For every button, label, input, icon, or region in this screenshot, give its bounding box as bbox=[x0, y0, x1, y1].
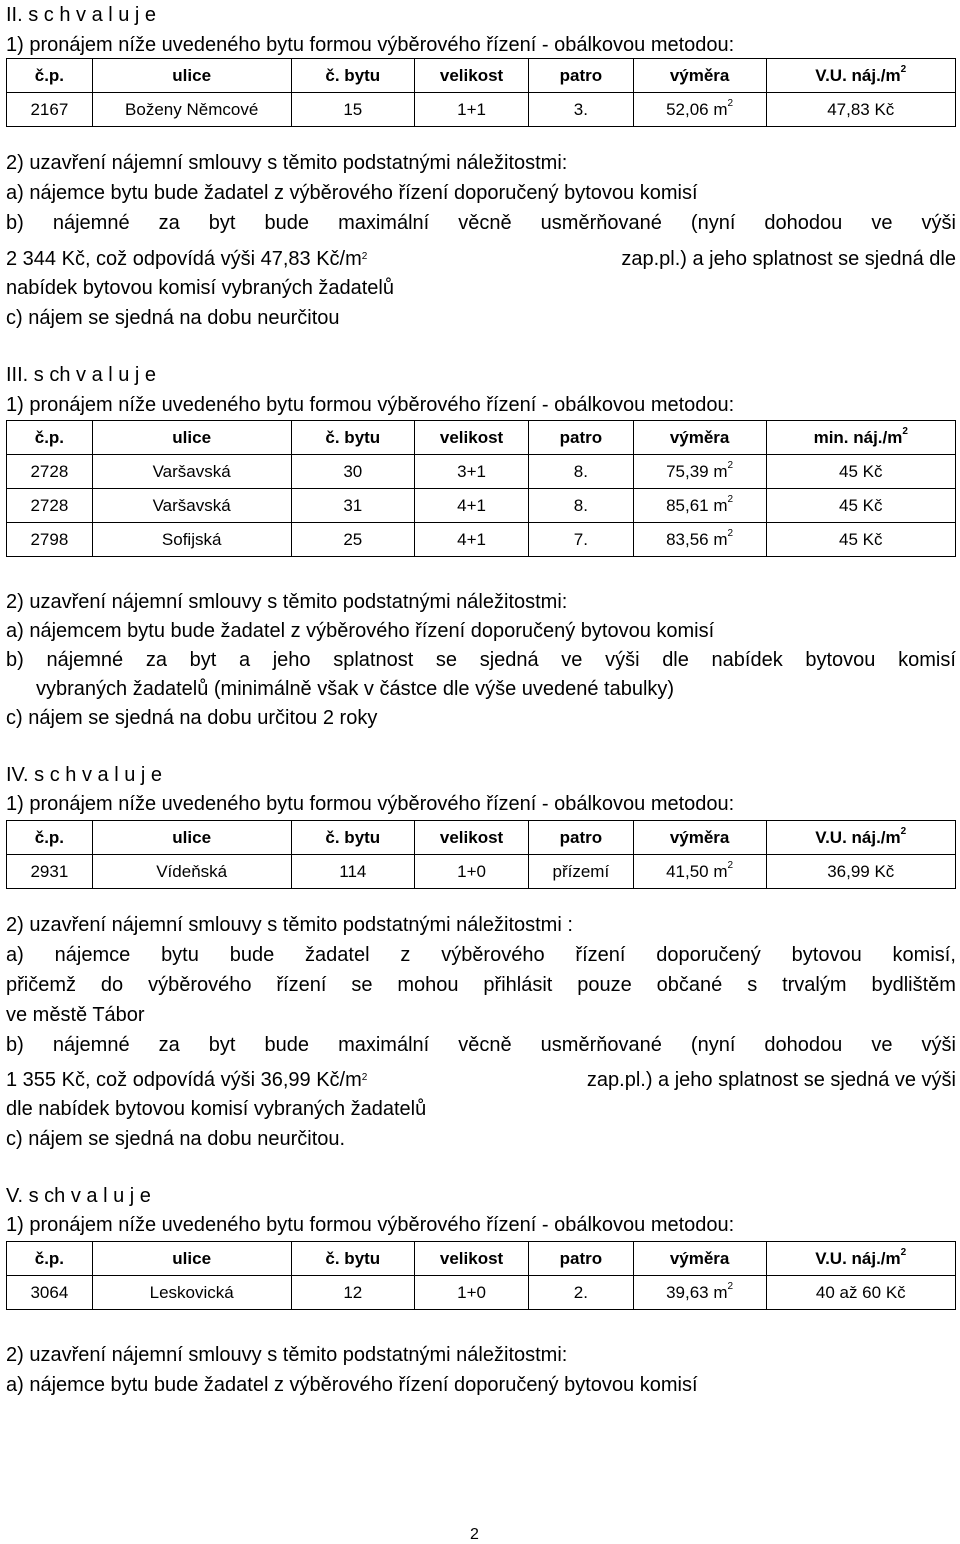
header-c-bytu: č. bytu bbox=[291, 1242, 414, 1276]
header-c-bytu: č. bytu bbox=[291, 821, 414, 855]
header-vymera: výměra bbox=[633, 421, 766, 455]
section-3-item-2c: c) nájem se sjedná na dobu určitou 2 roky bbox=[6, 707, 378, 729]
cell-ulice: Vídeňská bbox=[92, 855, 291, 889]
cell-c-bytu: 25 bbox=[291, 523, 414, 557]
cell-ulice: Leskovická bbox=[92, 1276, 291, 1310]
header-ulice: ulice bbox=[92, 1242, 291, 1276]
table-row bbox=[7, 93, 956, 127]
section-3-item-1: 1) pronájem níže uvedeného bytu formou výběrového řízení - obálkovou metodou: bbox=[6, 394, 735, 416]
header-patro: patro bbox=[529, 821, 634, 855]
header-naj: V.U. $náj./m^2$ bbox=[766, 821, 955, 855]
header-patro: patro bbox=[529, 59, 634, 93]
table-header-row bbox=[7, 1242, 956, 1276]
cell-min-naj: 45 Kč bbox=[766, 455, 955, 489]
cell-cp: 2931 bbox=[7, 855, 93, 889]
table-row bbox=[7, 855, 956, 889]
section-2-item-1: 1) pronájem níže uvedeného bytu formou výběrového řízení - obálkovou metodou: bbox=[6, 34, 735, 56]
cell-c-bytu: 31 bbox=[291, 489, 414, 523]
cell-ulice: Varšavská bbox=[92, 455, 291, 489]
section-4-item-2b-line1: b) nájemné za byt bude maximální věcně usměrňované (nyní dohodou ve výši bbox=[6, 1034, 956, 1056]
cell-patro: 8. bbox=[529, 489, 634, 523]
header-ulice: ulice bbox=[92, 421, 291, 455]
table-row bbox=[7, 455, 956, 489]
section-5-table bbox=[6, 1241, 956, 1310]
cell-velikost: 1+0 bbox=[415, 1276, 529, 1310]
cell-ulice: Sofijská bbox=[92, 523, 291, 557]
section-2-item-2: 2) uzavření nájemní smlouvy s těmito podstatnými náležitostmi: bbox=[6, 152, 568, 174]
cell-min-naj: 45 Kč bbox=[766, 489, 955, 523]
header-patro: patro bbox=[529, 421, 634, 455]
cell-cp: 2728 bbox=[7, 489, 93, 523]
cell-vymera: 85,61 $m^2$ bbox=[633, 489, 766, 523]
section-3-item-2b-line2: vybraných žadatelů (minimálně však v částce dle výše uvedené tabulky) bbox=[36, 678, 675, 700]
header-cp: č.p. bbox=[7, 421, 93, 455]
section-4-item-2c: c) nájem se sjedná na dobu neurčitou. bbox=[6, 1128, 346, 1150]
section-5-item-1: 1) pronájem níže uvedeného bytu formou výběrového řízení - obálkovou metodou: bbox=[6, 1214, 735, 1236]
table-header-row bbox=[7, 59, 956, 93]
cell-patro: 2. bbox=[529, 1276, 634, 1310]
table-row bbox=[7, 489, 956, 523]
header-vymera: výměra bbox=[633, 1242, 766, 1276]
section-4-item-1: 1) pronájem níže uvedeného bytu formou výběrového řízení - obálkovou metodou: bbox=[6, 793, 735, 815]
header-cp: č.p. bbox=[7, 821, 93, 855]
cell-ulice: Boženy Němcové bbox=[92, 93, 291, 127]
header-cp: č.p. bbox=[7, 59, 93, 93]
section-3-heading: III. s ch v a l u j e bbox=[6, 364, 157, 386]
section-4-item-2b-line3: dle nabídek bytovou komisí vybraných žadatelů bbox=[6, 1098, 427, 1120]
cell-vymera: 39,63 $m^2$ bbox=[633, 1276, 766, 1310]
cell-velikost: 1+0 bbox=[415, 855, 529, 889]
section-4-item-2a-line3: ve městě Tábor bbox=[6, 1004, 145, 1026]
header-cp: č.p. bbox=[7, 1242, 93, 1276]
header-velikost: velikost bbox=[415, 1242, 529, 1276]
section-2-item-2a: a) nájemce bytu bude žadatel z výběrového řízení doporučený bytovou komisí bbox=[6, 182, 698, 204]
cell-naj: 40 až 60 Kč bbox=[766, 1276, 955, 1310]
cell-velikost: 4+1 bbox=[415, 489, 529, 523]
section-4-item-2a-line1: a) nájemce bytu bude žadatel z výběrového řízení doporučený bytovou komisí, bbox=[6, 944, 956, 966]
cell-patro: 7. bbox=[529, 523, 634, 557]
table-row bbox=[7, 1276, 956, 1310]
header-velikost: velikost bbox=[415, 821, 529, 855]
cell-velikost: 3+1 bbox=[415, 455, 529, 489]
cell-c-bytu: 114 bbox=[291, 855, 414, 889]
table-header-row bbox=[7, 821, 956, 855]
cell-cp: 2167 bbox=[7, 93, 93, 127]
header-naj: V.U. $náj./m^2$ bbox=[766, 1242, 955, 1276]
header-patro: patro bbox=[529, 1242, 634, 1276]
cell-naj: 36,99 Kč bbox=[766, 855, 955, 889]
section-4-item-2b-line2: 1 355 Kč, což odpovídá výši 36,99 $Kč/m^2$ zap.pl.) a jeho splatnost se sjedná ve výši bbox=[6, 1069, 956, 1091]
cell-cp: 3064 bbox=[7, 1276, 93, 1310]
header-c-bytu: č. bytu bbox=[291, 59, 414, 93]
section-4-heading: IV. s c h v a l u j e bbox=[6, 764, 163, 786]
cell-vymera: 75,39 $m^2$ bbox=[633, 455, 766, 489]
cell-patro: 8. bbox=[529, 455, 634, 489]
page-number: 2 bbox=[470, 1526, 479, 1543]
section-4-item-2a-line2: přičemž do výběrového řízení se mohou přihlásit pouze občané s trvalým bydlištěm bbox=[6, 974, 956, 996]
section-3-item-2b-line1: b) nájemné za byt a jeho splatnost se sjedná ve výši dle nabídek bytovou komisí bbox=[6, 649, 956, 671]
cell-patro: 3. bbox=[529, 93, 634, 127]
header-min-naj: min. $náj./m^2$ bbox=[766, 421, 955, 455]
cell-c-bytu: 30 bbox=[291, 455, 414, 489]
section-2-item-2b-line1: b) nájemné za byt bude maximální věcně usměrňované (nyní dohodou ve výši bbox=[6, 212, 956, 234]
cell-velikost: 1+1 bbox=[415, 93, 529, 127]
section-2-item-2b-line3: nabídek bytovou komisí vybraných žadatelů bbox=[6, 277, 394, 299]
table-header-row bbox=[7, 421, 956, 455]
header-vymera: výměra bbox=[633, 821, 766, 855]
section-4-table bbox=[6, 820, 956, 889]
section-5-item-2: 2) uzavření nájemní smlouvy s těmito podstatnými náležitostmi: bbox=[6, 1344, 568, 1366]
section-2-item-2c: c) nájem se sjedná na dobu neurčitou bbox=[6, 307, 340, 329]
section-5-heading: V. s ch v a l u j e bbox=[6, 1185, 151, 1207]
header-velikost: velikost bbox=[415, 421, 529, 455]
section-3-item-2a: a) nájemcem bytu bude žadatel z výběrového řízení doporučený bytovou komisí bbox=[6, 620, 715, 642]
cell-cp: 2728 bbox=[7, 455, 93, 489]
header-naj: V.U. $náj./m^2$ bbox=[766, 59, 955, 93]
header-vymera: výměra bbox=[633, 59, 766, 93]
header-c-bytu: č. bytu bbox=[291, 421, 414, 455]
cell-cp: 2798 bbox=[7, 523, 93, 557]
cell-c-bytu: 15 bbox=[291, 93, 414, 127]
header-ulice: ulice bbox=[92, 821, 291, 855]
section-2-heading: II. s c h v a l u j e bbox=[6, 4, 157, 26]
section-3-table bbox=[6, 420, 956, 557]
cell-c-bytu: 12 bbox=[291, 1276, 414, 1310]
section-2-item-2b-line2: 2 344 Kč, což odpovídá výši 47,83 $Kč/m^2$ zap.pl.) a jeho splatnost se sjedná dle bbox=[6, 248, 956, 270]
cell-naj: 47,83 Kč bbox=[766, 93, 955, 127]
cell-min-naj: 45 Kč bbox=[766, 523, 955, 557]
table-row bbox=[7, 523, 956, 557]
cell-velikost: 4+1 bbox=[415, 523, 529, 557]
cell-vymera: 41,50 $m^2$ bbox=[633, 855, 766, 889]
section-4-item-2: 2) uzavření nájemní smlouvy s těmito podstatnými náležitostmi : bbox=[6, 914, 573, 936]
section-3-item-2: 2) uzavření nájemní smlouvy s těmito podstatnými náležitostmi: bbox=[6, 591, 568, 613]
section-2-table bbox=[6, 58, 956, 127]
cell-vymera: 52,06 $m^2$ bbox=[633, 93, 766, 127]
cell-patro: přízemí bbox=[529, 855, 634, 889]
cell-vymera: 83,56 $m^2$ bbox=[633, 523, 766, 557]
header-velikost: velikost bbox=[415, 59, 529, 93]
header-ulice: ulice bbox=[92, 59, 291, 93]
section-5-item-2a: a) nájemce bytu bude žadatel z výběrového řízení doporučený bytovou komisí bbox=[6, 1374, 698, 1396]
cell-ulice: Varšavská bbox=[92, 489, 291, 523]
